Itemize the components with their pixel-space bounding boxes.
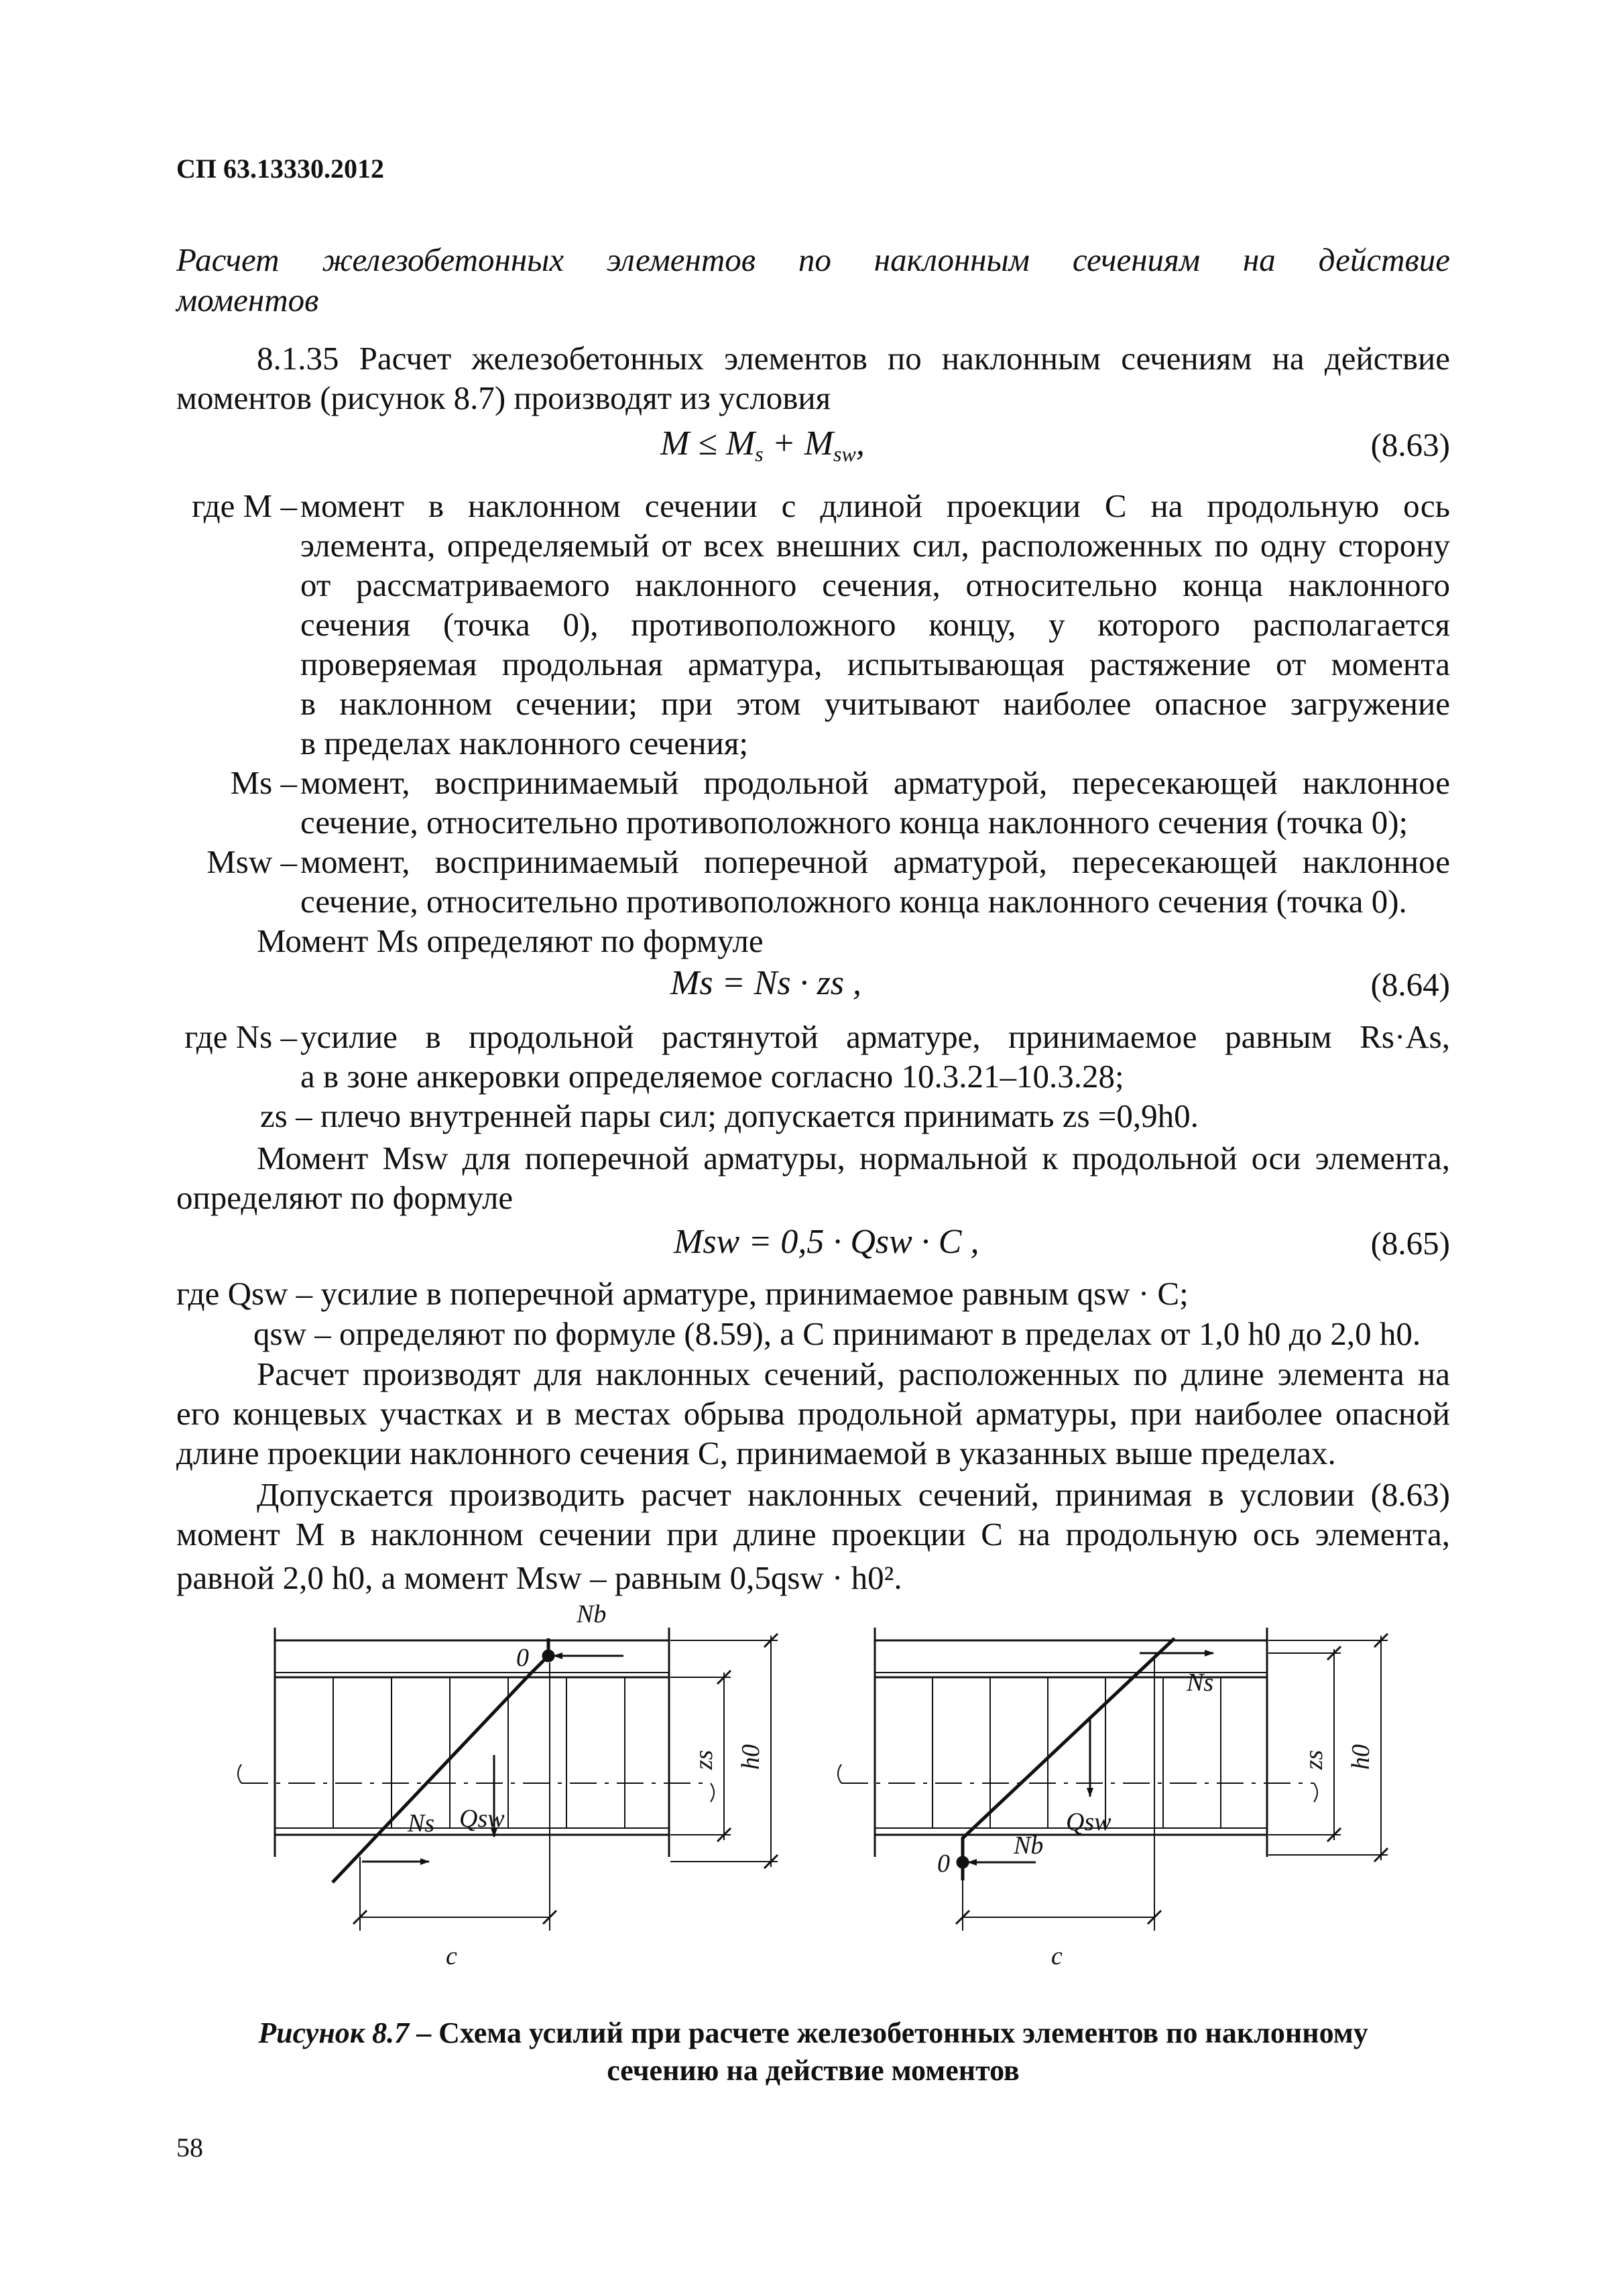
caption-line1: – Схема усилий при расчете железобетонных элементов по наклонному <box>409 2016 1368 2049</box>
right-diagram <box>838 1628 1388 1970</box>
label-c-left: c <box>446 1942 457 1970</box>
label-ns-right: Ns <box>1187 1669 1214 1697</box>
formula-number-8-64: (8.64) <box>1370 966 1450 1003</box>
def-msw-head: Msw – <box>206 843 297 880</box>
def-ns-head: где Ns – <box>184 1018 297 1055</box>
def-msw-text: момент, воспринимаемый поперечной арматурой, пересекающей наклонное сечение, относительно противоположного конца наклонного сечения (точка 0). <box>300 843 1450 920</box>
paragraph-allowance: Допускается производить расчет наклонных сечений, принимая в условии (8.63) момент M в наклонном сечении при длине проекции C на продольную ось элемента, равной 2,0 h0, а момент Msw – равным 0,5qsw · h0². <box>176 1476 1450 1596</box>
formula-8-63: $M \le M_s + M_{sw}$, <box>660 424 865 466</box>
label-nb-left: Nb <box>577 1600 607 1628</box>
document-header: СП 63.13330.2012 <box>176 154 384 184</box>
paragraph-moment-msw: Момент Msw для поперечной арматуры, нормальной к продольной оси элемента, определяют по формуле <box>176 1140 1450 1216</box>
formula-number-8-65: (8.65) <box>1370 1225 1450 1262</box>
p1-line1: 8.1.35 Расчет железобетонных элементов по наклонным сечениям на действие <box>257 340 1450 377</box>
p1-line2: моментов (рисунок 8.7) производят из условия <box>176 379 831 416</box>
label-zs-left: zs <box>690 1750 718 1770</box>
formula-8-64: Ms = Ns · zs , <box>670 964 862 1002</box>
formula-8-65: Msw = 0,5 · Qsw · C , <box>674 1223 979 1261</box>
figure-caption <box>176 2014 1450 2090</box>
def-qsw-lower: qsw – определяют по формуле (8.59), а C принимают в пределах от 1,0 h0 до 2,0 h0. <box>253 1315 1421 1352</box>
section-title-line1: Расчет железобетонных элементов по наклонным сечениям на действие <box>176 241 1450 278</box>
caption-line2: сечению на действие моментов <box>607 2054 1020 2087</box>
def-ns-text: усилие в продольной растянутой арматуре, принимаемое равным Rs·As, а в зоне анкеровки определяемое согласно 10.3.21–10.3.28; <box>300 1018 1450 1095</box>
def-zs: zs – плечо внутренней пары сил; допускается принимать zs =0,9h0. <box>260 1097 1199 1134</box>
paragraph-calculation: Расчет производят для наклонных сечений, расположенных по длине элемента на его концевых участках и в местах обрыва продольной арматуры, при наиболее опасной длине проекции наклонного сечения C, принимаемой в указанных выше пределах. <box>176 1355 1450 1471</box>
label-zs-right: zs <box>1300 1750 1328 1770</box>
caption-prefix: Рисунок 8.7 <box>258 2016 410 2049</box>
def-ms-head: Ms – <box>230 764 297 801</box>
formula-number-8-63: (8.63) <box>1370 426 1450 463</box>
label-zero-right: 0 <box>937 1850 950 1878</box>
paragraph-moment-ms: Момент Ms определяют по формуле <box>257 922 764 959</box>
label-h0-right: h0 <box>1347 1744 1375 1770</box>
label-ns-left: Ns <box>408 1809 435 1837</box>
left-diagram <box>238 1600 778 1970</box>
section-title-line2: моментов <box>176 282 319 318</box>
label-nb-right: Nb <box>1014 1831 1044 1860</box>
label-c-right: c <box>1051 1942 1063 1970</box>
page-number: 58 <box>176 2132 203 2163</box>
label-h0-left: h0 <box>737 1744 765 1770</box>
label-qsw-left: Qsw <box>459 1805 505 1833</box>
def-m-head: где M – <box>192 487 297 524</box>
def-ms-text: момент, воспринимаемый продольной арматурой, пересекающей наклонное сечение, относительно противоположного конца наклонного сечения (точка 0); <box>300 764 1450 841</box>
label-zero-left: 0 <box>516 1644 529 1672</box>
def-m-text: момент в наклонном сечении с длиной проекции C на продольную ось элемента, определяемый от всех внешних сил, расположенных по одну сторону от рассматриваемого наклонного сечения, относительно конца наклонного сечения (точка 0), противоположного концу, у которого располагается проверяемая продольная арматура, испытывающая растяжение от момента в наклонном сечении; при этом учитывают наиболее опасное загружение в пределах наклонного сечения; <box>300 487 1450 762</box>
def-qsw-upper: где Qsw – усилие в поперечной арматуре, принимаемое равным qsw · C; <box>176 1275 1189 1312</box>
label-qsw-right: Qsw <box>1066 1808 1111 1836</box>
